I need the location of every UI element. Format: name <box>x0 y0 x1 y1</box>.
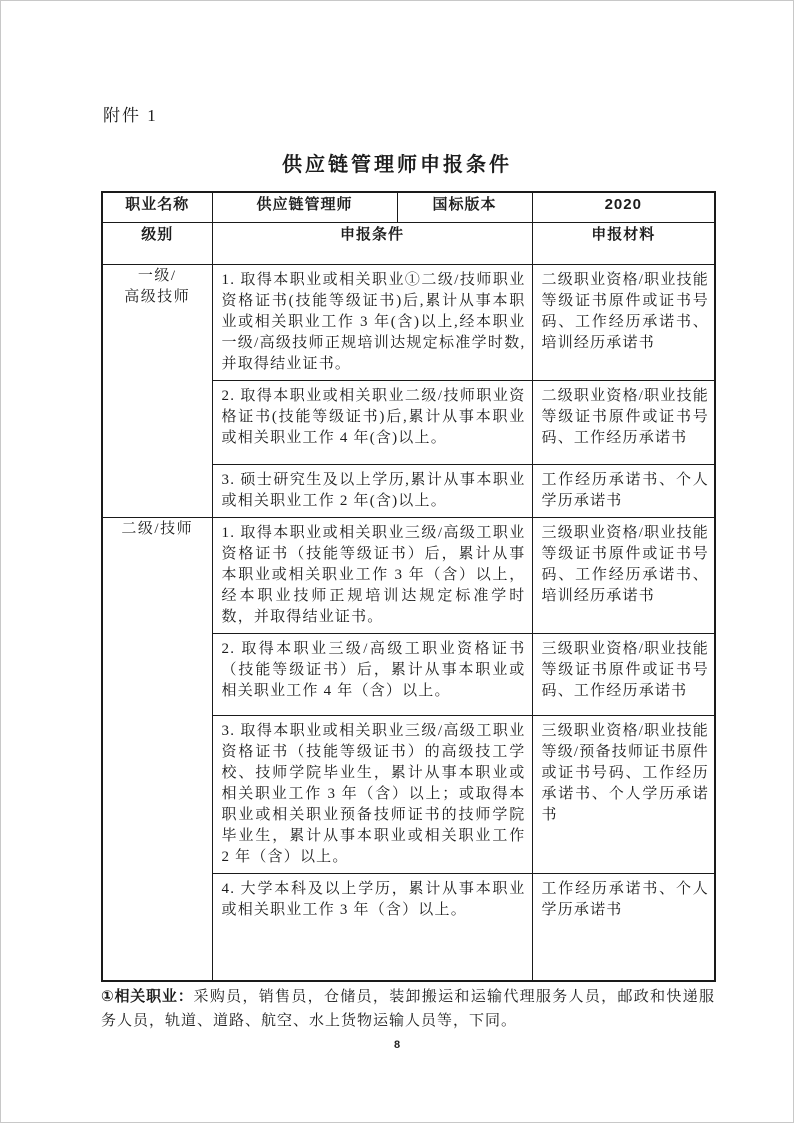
page-title: 供应链管理师申报条件 <box>282 154 512 176</box>
materials-cell: 二级职业资格/职业技能等级证书原件或证书号码、工作经历承诺书、培训经历承诺书 <box>532 264 715 380</box>
materials-cell: 三级职业资格/职业技能等级证书原件或证书号码、工作经历承诺书 <box>532 633 715 715</box>
level1-line2: 高级技师 <box>124 288 191 305</box>
footnote <box>101 985 715 1033</box>
materials-header: 申报材料 <box>532 222 715 264</box>
condition-cell: 4. 大学本科及以上学历，累计从事本职业或相关职业工作 3 年（含）以上。 <box>212 873 532 981</box>
level-cell-level1 <box>102 264 212 517</box>
materials-cell: 三级职业资格/职业技能等级证书原件或证书号码、工作经历承诺书、培训经历承诺书 <box>532 517 715 633</box>
occupation-name-value: 供应链管理师 <box>212 192 397 222</box>
standard-version-label: 国标版本 <box>397 192 532 222</box>
page-number: 8 <box>393 1039 401 1051</box>
table-row <box>102 517 715 633</box>
materials-cell: 二级职业资格/职业技能等级证书原件或证书号码、工作经历承诺书 <box>532 380 715 464</box>
materials-cell: 三级职业资格/职业技能等级/预备技师证书原件或证书号码、工作经历承诺书、个人学历承诺书 <box>532 715 715 873</box>
table-row <box>102 222 715 264</box>
conditions-header: 申报条件 <box>212 222 532 264</box>
condition-cell: 3. 取得本职业或相关职业三级/高级工职业资格证书（技能等级证书）的高级技工学校、技师学院毕业生，累计从事本职业或相关职业工作 3 年（含）以上；或取得本职业或相关职业预备技师证书的技师学院毕业生，累计从事本职业或相关职业工作 2 年（含）以上。 <box>212 715 532 873</box>
condition-cell: 2. 取得本职业或相关职业二级/技师职业资格证书(技能等级证书)后,累计从事本职业或相关职业工作 4 年(含)以上。 <box>212 380 532 464</box>
standard-version-value: 2020 <box>532 192 715 222</box>
materials-cell: 工作经历承诺书、个人学历承诺书 <box>532 873 715 981</box>
table-row <box>102 192 715 222</box>
level1-line1: 一级/ <box>137 267 177 284</box>
level2-line1: 二级/技师 <box>121 520 194 537</box>
footnote-text: 采购员，销售员，仓储员，装卸搬运和运输代理服务人员，邮政和快递服务人员，轨道、道路、航空、水上货物运输人员等，下同。 <box>101 989 715 1029</box>
level-cell-level2 <box>102 517 212 981</box>
level-header: 级别 <box>102 222 212 264</box>
condition-cell: 2. 取得本职业三级/高级工职业资格证书（技能等级证书）后，累计从事本职业或相关职业工作 4 年（含）以上。 <box>212 633 532 715</box>
footnote-label: ①相关职业： <box>101 988 194 1005</box>
condition-cell: 1. 取得本职业或相关职业三级/高级工职业资格证书（技能等级证书）后，累计从事本职业或相关职业工作 3 年（含）以上，经本职业技师正规培训达规定标准学时数，并取得结业证书。 <box>212 517 532 633</box>
application-table <box>101 191 716 982</box>
condition-cell: 1. 取得本职业或相关职业①二级/技师职业资格证书(技能等级证书)后,累计从事本职业或相关职业工作 3 年(含)以上,经本职业一级/高级技师正规培训达规定标准学时数,并取得结业证书。 <box>212 264 532 380</box>
attachment-label: 附件 1 <box>103 106 158 125</box>
occupation-name-label: 职业名称 <box>102 192 212 222</box>
condition-cell: 3. 硕士研究生及以上学历,累计从事本职业或相关职业工作 2 年(含)以上。 <box>212 464 532 517</box>
materials-cell: 工作经历承诺书、个人学历承诺书 <box>532 464 715 517</box>
table-row <box>102 264 715 380</box>
